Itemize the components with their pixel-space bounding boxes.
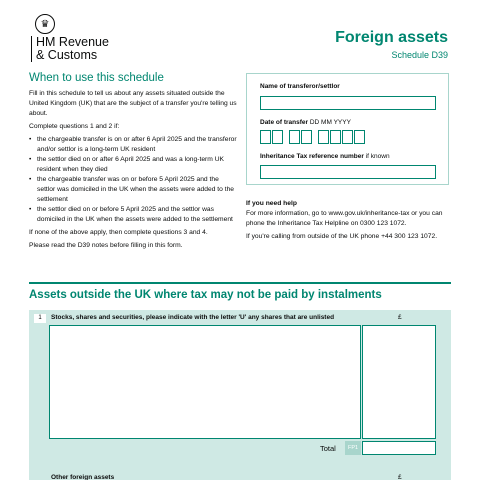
hmrc-logo [29, 14, 55, 34]
section-divider [29, 282, 451, 284]
logo-divider [31, 36, 32, 62]
date-digit-box[interactable] [272, 130, 283, 144]
box-code-tag: FP1 [345, 441, 361, 455]
when-to-use-heading: When to use this schedule [29, 72, 164, 84]
list-item: • the settlor died on or after 6 April 2025 and was a long-term UK resident when they died [29, 155, 237, 175]
logo-text-line2: & Customs [36, 48, 98, 62]
date-digit-box[interactable] [289, 130, 300, 144]
logo-text-line1: HM Revenue [36, 35, 109, 49]
form-title: Foreign assets [335, 29, 448, 46]
transferor-name-field[interactable] [260, 96, 436, 110]
question-label: Other foreign assets [51, 474, 115, 480]
question-panel [29, 310, 451, 480]
date-label [260, 119, 351, 126]
list-item: • the settlor died on or before 5 April 2025 and the settlor was domiciled in the UK when the assets were added to the settlement [29, 205, 237, 225]
name-label: Name of transferor/settlor [260, 83, 340, 90]
question-number: 1 [34, 314, 46, 323]
date-digit-box[interactable] [354, 130, 365, 144]
currency-label: £ [398, 314, 402, 321]
intro-paragraph: Please read the D39 notes before filling in this form. [29, 242, 183, 249]
total-amount-field[interactable] [362, 441, 436, 455]
help-heading: If you need help [246, 200, 297, 207]
iht-reference-hint: if known [365, 153, 390, 160]
help-text: If you're calling from outside of the UK phone +44 300 123 1072. [246, 233, 438, 240]
intro-paragraph: Complete questions 1 and 2 if: [29, 123, 120, 130]
date-of-transfer-field [260, 130, 366, 144]
total-label: Total [320, 444, 336, 453]
royal-crest-icon: ♛ [35, 14, 55, 34]
date-digit-box[interactable] [318, 130, 329, 144]
date-digit-box[interactable] [301, 130, 312, 144]
list-item: • the chargeable transfer is on or after 6 April 2025 and the transferor and/or settlor is a long-term UK resident [29, 135, 237, 155]
date-digit-box[interactable] [260, 130, 271, 144]
intro-text [29, 89, 237, 254]
currency-label: £ [398, 474, 402, 480]
stocks-description-field[interactable] [49, 325, 361, 439]
date-digit-box[interactable] [330, 130, 341, 144]
iht-reference-label-text: Inheritance Tax reference number [260, 153, 364, 160]
iht-reference-field[interactable] [260, 165, 436, 179]
stocks-amount-field[interactable] [362, 325, 436, 439]
section-heading: Assets outside the UK where tax may not be paid by instalments [29, 289, 382, 301]
transferor-details-box [246, 73, 449, 185]
help-text: For more information, go to www.gov.uk/inheritance-tax or you can phone the Inheritance Tax Helpline on 0300 123 1072. [246, 210, 443, 227]
intro-paragraph: If none of the above apply, then complete questions 3 and 4. [29, 229, 208, 236]
help-section [246, 199, 446, 245]
iht-reference-label [260, 153, 390, 160]
date-label-text: Date of transfer [260, 119, 309, 126]
conditions-list [29, 135, 237, 225]
schedule-code: Schedule D39 [391, 50, 448, 60]
list-item: • the chargeable transfer was on or before 5 April 2025 and the settlor was domiciled in the UK when the assets were added to the settlement [29, 175, 237, 205]
date-digit-box[interactable] [342, 130, 353, 144]
date-format-hint: DD MM YYYY [309, 119, 351, 126]
intro-paragraph: Fill in this schedule to tell us about any assets situated outside the United Kingdom (UK) that are the subject of a transfer you're telling us about. [29, 90, 237, 117]
question-label: Stocks, shares and securities, please indicate with the letter 'U' any shares that are unlisted [51, 314, 335, 321]
